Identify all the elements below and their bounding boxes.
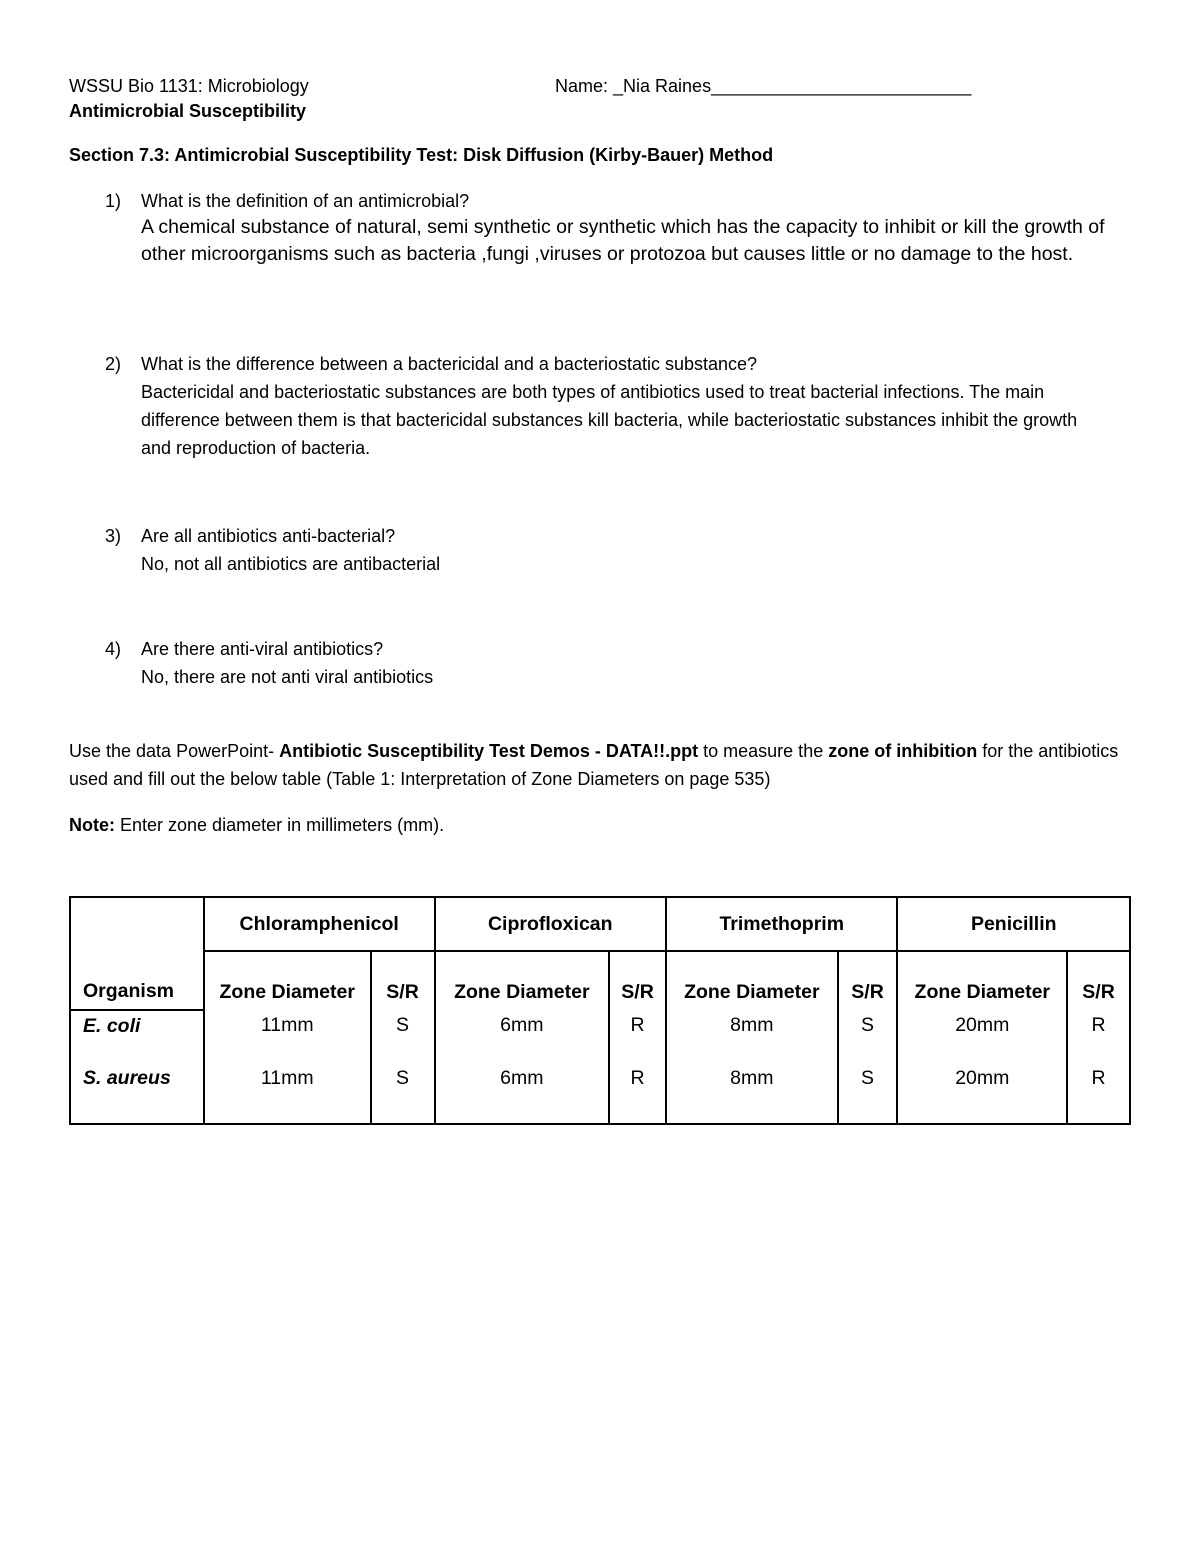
question-number: 3) bbox=[105, 526, 122, 546]
answer-2: Bactericidal and bacteriostatic substances are both types of antibiotics used to treat bacterial infections. The main difference between them is that bactericidal substances kill bacteria, while bacteriostatic substances inhibit the growth and reproduction of bacteria. bbox=[141, 382, 1078, 458]
answer-4: No, there are not anti viral antibiotics bbox=[141, 667, 434, 687]
table-row bbox=[70, 1063, 1130, 1124]
zone-diameter-cell: 11mm bbox=[204, 1010, 371, 1063]
instructions-text: Use the data PowerPoint- bbox=[69, 741, 280, 761]
document-subtitle: Antimicrobial Susceptibility bbox=[69, 101, 307, 121]
antibiotic-header-row bbox=[70, 897, 1130, 951]
question-text: What is the difference between a bactericidal and a bacteriostatic substance? bbox=[141, 354, 758, 374]
question-number: 2) bbox=[105, 354, 122, 374]
antibiotic-header-trimethoprim: Trimethoprim bbox=[666, 897, 897, 951]
antibiotic-header-chloramphenicol: Chloramphenicol bbox=[204, 897, 435, 951]
zone-diameter-header: Zone Diameter bbox=[204, 951, 371, 1010]
organism-cell: S. aureus bbox=[70, 1063, 204, 1124]
question-number: 4) bbox=[105, 639, 122, 659]
sr-header: S/R bbox=[371, 951, 435, 1010]
course-title: WSSU Bio 1131: Microbiology bbox=[69, 76, 309, 96]
sr-header: S/R bbox=[609, 951, 666, 1010]
question-4 bbox=[105, 638, 383, 660]
zone-diameter-cell: 8mm bbox=[666, 1010, 838, 1063]
question-text: Are all antibiotics anti-bacterial? bbox=[141, 526, 396, 546]
antibiotic-header-penicillin: Penicillin bbox=[897, 897, 1130, 951]
sr-cell: S bbox=[838, 1010, 898, 1063]
question-3 bbox=[105, 525, 395, 547]
question-text: Are there anti-viral antibiotics? bbox=[141, 639, 384, 659]
zone-diameter-header: Zone Diameter bbox=[666, 951, 838, 1010]
sr-cell: R bbox=[609, 1063, 666, 1124]
table-row bbox=[70, 1010, 1130, 1063]
zone-of-inhibition-term: zone of inhibition bbox=[828, 741, 978, 761]
antibiotic-header-ciprofloxican: Ciprofloxican bbox=[435, 897, 666, 951]
sr-header: S/R bbox=[1067, 951, 1130, 1010]
zone-diameter-cell: 6mm bbox=[435, 1063, 610, 1124]
instructions-text: to measure the bbox=[698, 741, 829, 761]
note-text: Enter zone diameter in millimeters (mm). bbox=[115, 815, 445, 835]
sr-cell: S bbox=[838, 1063, 898, 1124]
answer-3: No, not all antibiotics are antibacterial bbox=[141, 554, 441, 574]
question-2 bbox=[105, 353, 757, 375]
zone-diameter-cell: 20mm bbox=[897, 1010, 1067, 1063]
note-label: Note: bbox=[69, 815, 115, 835]
sr-cell: S bbox=[371, 1063, 435, 1124]
zone-diameter-table bbox=[69, 896, 1131, 1125]
question-number: 1) bbox=[105, 191, 122, 211]
note-line bbox=[69, 811, 444, 839]
zone-diameter-cell: 6mm bbox=[435, 1010, 610, 1063]
section-title: Section 7.3: Antimicrobial Susceptibility Test: Disk Diffusion (Kirby-Bauer) Method bbox=[69, 145, 774, 165]
powerpoint-filename: Antibiotic Susceptibility Test Demos - DATA!!.ppt bbox=[279, 741, 699, 761]
sr-header: S/R bbox=[838, 951, 898, 1010]
question-1 bbox=[105, 190, 469, 212]
zone-diameter-header: Zone Diameter bbox=[897, 951, 1067, 1010]
sr-cell: R bbox=[609, 1010, 666, 1063]
question-text: What is the definition of an antimicrobial? bbox=[141, 191, 470, 211]
student-name-field: Name: _Nia Raines__________________________ bbox=[555, 76, 972, 96]
organism-cell: E. coli bbox=[70, 1010, 204, 1063]
zone-diameter-header: Zone Diameter bbox=[435, 951, 610, 1010]
organism-header: Organism bbox=[70, 897, 204, 1010]
zone-diameter-cell: 11mm bbox=[204, 1063, 371, 1124]
subheader-row bbox=[70, 951, 1130, 1010]
sr-cell: R bbox=[1067, 1010, 1130, 1063]
answer-1: A chemical substance of natural, semi synthetic or synthetic which has the capacity to inhibit or kill the growth of other microorganisms such as bacteria ,fungi ,viruses or protozoa but causes little or no damage to the host. bbox=[141, 216, 1105, 265]
sr-cell: R bbox=[1067, 1063, 1130, 1124]
sr-cell: S bbox=[371, 1010, 435, 1063]
zone-diameter-cell: 20mm bbox=[897, 1063, 1067, 1124]
instructions-paragraph bbox=[69, 737, 1129, 793]
zone-diameter-cell: 8mm bbox=[666, 1063, 838, 1124]
instructions-text: for the antibiotics used and fill out the below table (Table 1: Interpretation of Zone Diameters on page 535) bbox=[69, 741, 1119, 789]
